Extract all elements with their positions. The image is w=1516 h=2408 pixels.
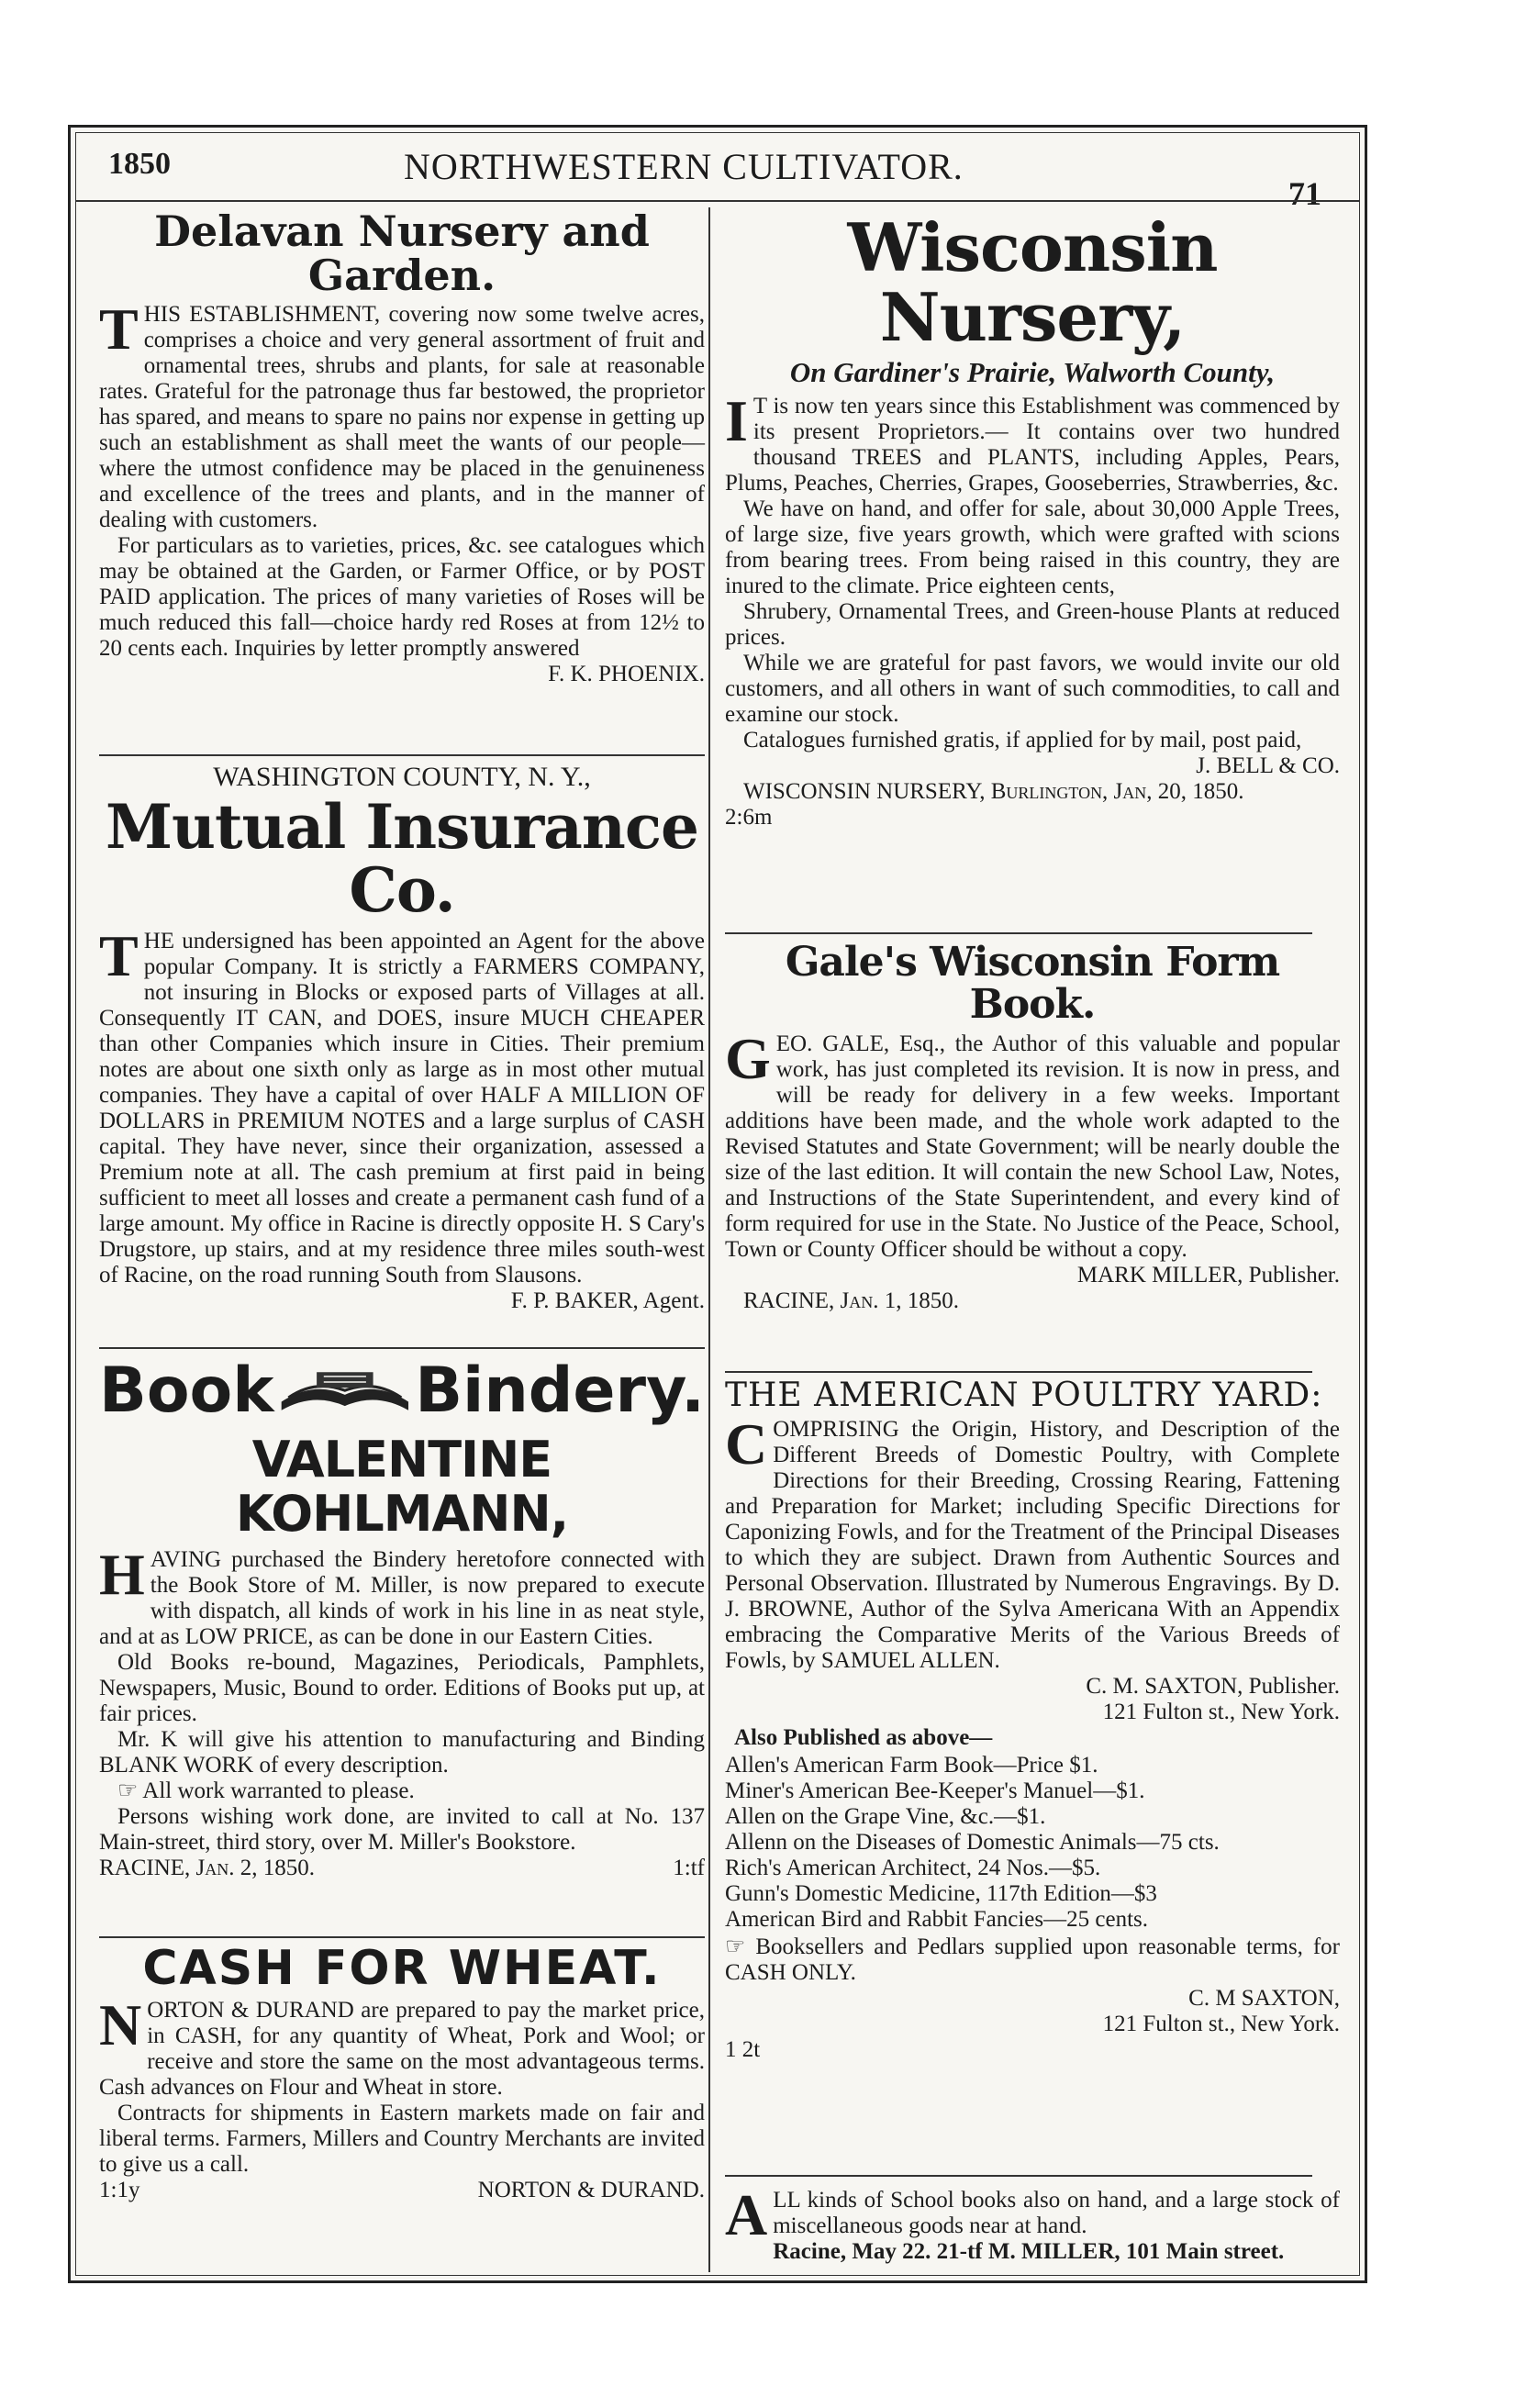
ad-body-text: Contracts for shipments in Eastern markets made on fair and liberal terms. Farmers, Millers and Country Merchants are invited to give us a call. xyxy=(99,2100,705,2177)
ad-subtitle: VALENTINE KOHLMANN, xyxy=(235,1431,569,1544)
ad-school-books xyxy=(725,2182,1340,2265)
ad-body-text: ☞ Booksellers and Pedlars supplied upon reasonable terms, for CASH ONLY. xyxy=(725,1934,1340,1985)
ad-divider xyxy=(725,1371,1312,1373)
ad-footer-code: 2:6m xyxy=(725,805,773,831)
ad-body xyxy=(725,1410,1340,1674)
ad-body-text: Old Books re-bound, Magazines, Periodicals, Pamphlets, Newspapers, Music, Bound to order. Editions of Books put up, at fair prices. xyxy=(99,1649,705,1726)
ad-footer: WISCONSIN NURSERY, Burlington, Jan, 20, 1850. xyxy=(743,779,1244,805)
ad-body-text: EO. GALE, Esq., the Author of this valuable and popular work, has just completed its revision. It is now in press, and will be ready for delivery in a few weeks. Important additions have been made, and the whole work adapted to the Revised Statutes and State Government; will be nearly double the size of the last edition. It will contain the new School Law, Notes, and Instructions of the State Superintendent, and every kind of form required for use in the State. No Justice of the Peace, School, Town or County Officer should be without a copy. xyxy=(725,1031,1340,1263)
ad-publisher: C. M. SAXTON, Publisher. xyxy=(1086,1673,1340,1699)
ad-body-text: We have on hand, and offer for sale, about 30,000 Apple Trees, of large size, five years growth, which were grafted with scions from bearing trees. From being raised in this country, they are inured to the climate. Price eighteen cents, xyxy=(725,496,1340,599)
list-item: Allenn on the Diseases of Domestic Animals—75 cts. xyxy=(725,1829,1220,1855)
ad-footer-date: RACINE, Jan. 2, 1850. xyxy=(99,1855,316,1880)
ad-body xyxy=(99,922,705,1288)
ad-body xyxy=(725,1026,1340,1263)
ad-title: Delavan Nursery and Garden. xyxy=(154,206,650,301)
ad-gale-form-book xyxy=(725,939,1340,1314)
bindery-heading xyxy=(99,1354,705,1427)
ad-divider xyxy=(725,932,1312,934)
ad-body-text: While we are grateful for past favors, we would invite our old customers, and all others in want of such commodities, to call and examine our stock. xyxy=(725,651,1340,728)
ad-title: CASH FOR WHEAT. xyxy=(142,1941,662,1996)
book-list xyxy=(725,1753,1340,1933)
ad-title-right: Bindery. xyxy=(415,1354,705,1427)
ad-body xyxy=(99,1541,705,1650)
dropcap: N xyxy=(99,1991,142,2057)
dropcap: G xyxy=(725,1026,771,1092)
ad-title: Gale's Wisconsin Form Book. xyxy=(785,939,1280,1029)
ad-signature: C. M SAXTON, xyxy=(1188,1985,1340,2011)
ad-subtitle: WASHINGTON COUNTY, N. Y., xyxy=(213,762,591,792)
ad-divider xyxy=(99,754,705,756)
ad-body-text: Mr. K will give his attention to manufacturing and Binding BLANK WORK of every description. xyxy=(99,1726,705,1778)
ad-footer: Racine, May 22. 21-tf M. MILLER, 101 Main street. xyxy=(773,2239,1285,2264)
ad-body-text: ☞ All work warranted to please. xyxy=(117,1778,415,1803)
ad-body-text: OMPRISING the Origin, History, and Description of the Different Breeds of Domestic Poultry, with Complete Directions for their Breeding, Crossing Rearing, Fattening and Preparation for Market; including Specific Directions for Caponizing Fowls, and for the Treatment of the Principal Diseases to which they are subject. Drawn from Authentic Sources and Personal Observation. Illustrated by Numerous Engravings. By D. J. BROWNE, Author of the Sylva Americana With an Appendix embracing the Comparative Merits of the Various Breeds of Fowls, by SAMUEL ALLEN. xyxy=(725,1416,1340,1673)
ad-signature: MARK MILLER, Publisher. xyxy=(1076,1263,1340,1288)
header-rule xyxy=(75,200,1360,202)
ad-title: Wisconsin Nursery, xyxy=(847,208,1218,356)
ad-body-text: AVING purchased the Bindery heretofore connected with the Book Store of M. Miller, is now prepared to execute with dispatch, all kinds of work in his line in as neat style, and at as LOW PRICE, as can be done in our Eastern Cities. xyxy=(99,1546,705,1649)
ad-delavan-nursery xyxy=(99,206,705,687)
dropcap: I xyxy=(725,388,748,454)
ad-footer xyxy=(99,1856,705,1881)
ad-body-text: ORTON & DURAND are prepared to pay the market price, in CASH, for any quantity of Wheat, Pork and Wool; or receive and store the same on the most advantageous terms. Cash advances on Flour and Wheat in store. xyxy=(99,1997,705,2100)
column-divider xyxy=(708,207,710,2272)
dropcap: T xyxy=(99,922,139,988)
ad-signature: F. P. BAKER, Agent. xyxy=(510,1288,705,1313)
ad-signature-address: 121 Fulton st., New York. xyxy=(1102,2011,1340,2036)
ad-signature: F. K. PHOENIX. xyxy=(548,661,705,686)
dropcap: A xyxy=(725,2182,768,2247)
ad-body xyxy=(725,2182,1340,2247)
ad-footer xyxy=(99,2178,705,2203)
ad-body xyxy=(725,388,1340,496)
ad-american-poultry-yard xyxy=(725,1378,1340,2063)
ad-signature: J. BELL & CO. xyxy=(1196,753,1340,779)
ad-body xyxy=(99,295,705,533)
dropcap: H xyxy=(99,1541,145,1607)
ad-footer: RACINE, Jan. 1, 1850. xyxy=(743,1288,960,1314)
dropcap: C xyxy=(725,1410,768,1477)
ad-subtitle: On Gardiner's Prairie, Walworth County, xyxy=(789,356,1276,389)
list-item: Allen's American Farm Book—Price $1. xyxy=(725,1752,1098,1778)
open-book-icon xyxy=(274,1359,416,1423)
ad-title: THE AMERICAN POULTRY YARD: xyxy=(725,1377,1323,1414)
ad-title-left: Book xyxy=(99,1354,274,1427)
ad-list-heading: Also Published as above— xyxy=(734,1724,993,1750)
ad-body-text: HIS ESTABLISHMENT, covering now some twelve acres, comprises a choice and very general assortment of fruit and ornamental trees, shrubs and plants, for sale at reasonable rates. Grateful for the patronage thus far bestowed, the proprietor has spared, and means to spare no pains nor expense in getting up such an establishment as shall meet the wants of our people—where the utmost confidence may be placed in the genuineness and excellence of the trees and plants, and in the manner of dealing with customers. xyxy=(99,301,705,532)
ad-body xyxy=(99,1991,705,2101)
header-title: NORTHWESTERN CULTIVATOR. xyxy=(404,146,964,187)
ad-body-text: Shrubery, Ornamental Trees, and Green-house Plants at reduced prices. xyxy=(725,599,1340,651)
list-item: Gunn's Domestic Medicine, 117th Edition—$3 xyxy=(725,1880,1157,1906)
ad-body-text: Catalogues furnished gratis, if applied for by mail, post paid, xyxy=(743,728,1302,753)
ad-book-bindery xyxy=(99,1354,705,1881)
ad-body-text: For particulars as to varieties, prices, &c. see catalogues which may be obtained at the Garden, or Farmer Office, or by POST PAID application. The prices of many varieties of Roses will be much reduced this fall—choice hardy red Roses at from 12½ to 20 cents each. Inquiries by letter promptly answered xyxy=(99,532,705,661)
ad-body-text: LL kinds of School books also on hand, and a large stock of miscellaneous goods near at hand. xyxy=(773,2188,1340,2238)
ad-body-text: Persons wishing work done, are invited to call at No. 137 Main-street, third story, over M. Miller's Bookstore. xyxy=(99,1803,705,1855)
ad-body-text: T is now ten years since this Establishment was commenced by its present Proprietors.— It contains over two hundred thousand TREES and PLANTS, including Apples, Pears, Plums, Peaches, Cherries, Grapes, Gooseberries, Strawberries, &c. xyxy=(725,394,1340,496)
list-item: Allen on the Grape Vine, &c.—$1. xyxy=(725,1803,1046,1829)
ad-publisher-address: 121 Fulton st., New York. xyxy=(1102,1699,1340,1724)
ad-wisconsin-nursery xyxy=(725,208,1340,831)
list-item: American Bird and Rabbit Fancies—25 cents. xyxy=(725,1906,1148,1932)
dropcap: T xyxy=(99,295,139,362)
ad-divider xyxy=(725,2175,1312,2177)
ad-cash-for-wheat xyxy=(99,1941,705,2203)
list-item: Miner's American Bee-Keeper's Manuel—$1. xyxy=(725,1778,1145,1803)
ad-divider xyxy=(99,1936,705,1938)
header-page-number: 71 xyxy=(1288,175,1321,212)
ad-title: Mutual Insurance Co. xyxy=(105,791,699,927)
ad-footer-code: 1:1y xyxy=(99,2177,140,2202)
list-item: Rich's American Architect, 24 Nos.—$5. xyxy=(725,1855,1101,1880)
ad-divider xyxy=(99,1347,705,1349)
header-year: 1850 xyxy=(108,147,171,181)
ad-signature: NORTON & DURAND. xyxy=(477,2177,705,2202)
ad-footer-code: 1:tf xyxy=(673,1855,705,1880)
ad-mutual-insurance xyxy=(99,762,705,1314)
ad-footer-code: 1 2t xyxy=(725,2036,761,2062)
ad-body-text: HE undersigned has been appointed an Agent for the above popular Company. It is strictly a FARMERS COMPANY, not insuring in Blocks or exposed parts of Villages at all. Consequently IT CAN, and DOES, insure MUCH CHEAPER than other Companies which insure in Cities. Their premium notes are about one sixth only as large as in most other mutual companies. They have a capital of over HALF A MILLION OF DOLLARS in PREMIUM NOTES and a large surplus of CASH capital. They have never, since their organization, assessed a Premium note at all. The cash premium at first paid in being sufficient to meet all losses and create a permanent cash fund of a large amount. My office in Racine is directly opposite H. S Cary's Drugstore, up stairs, and at my residence three miles south-west of Racine, on the road running South from Slausons. xyxy=(99,928,705,1288)
